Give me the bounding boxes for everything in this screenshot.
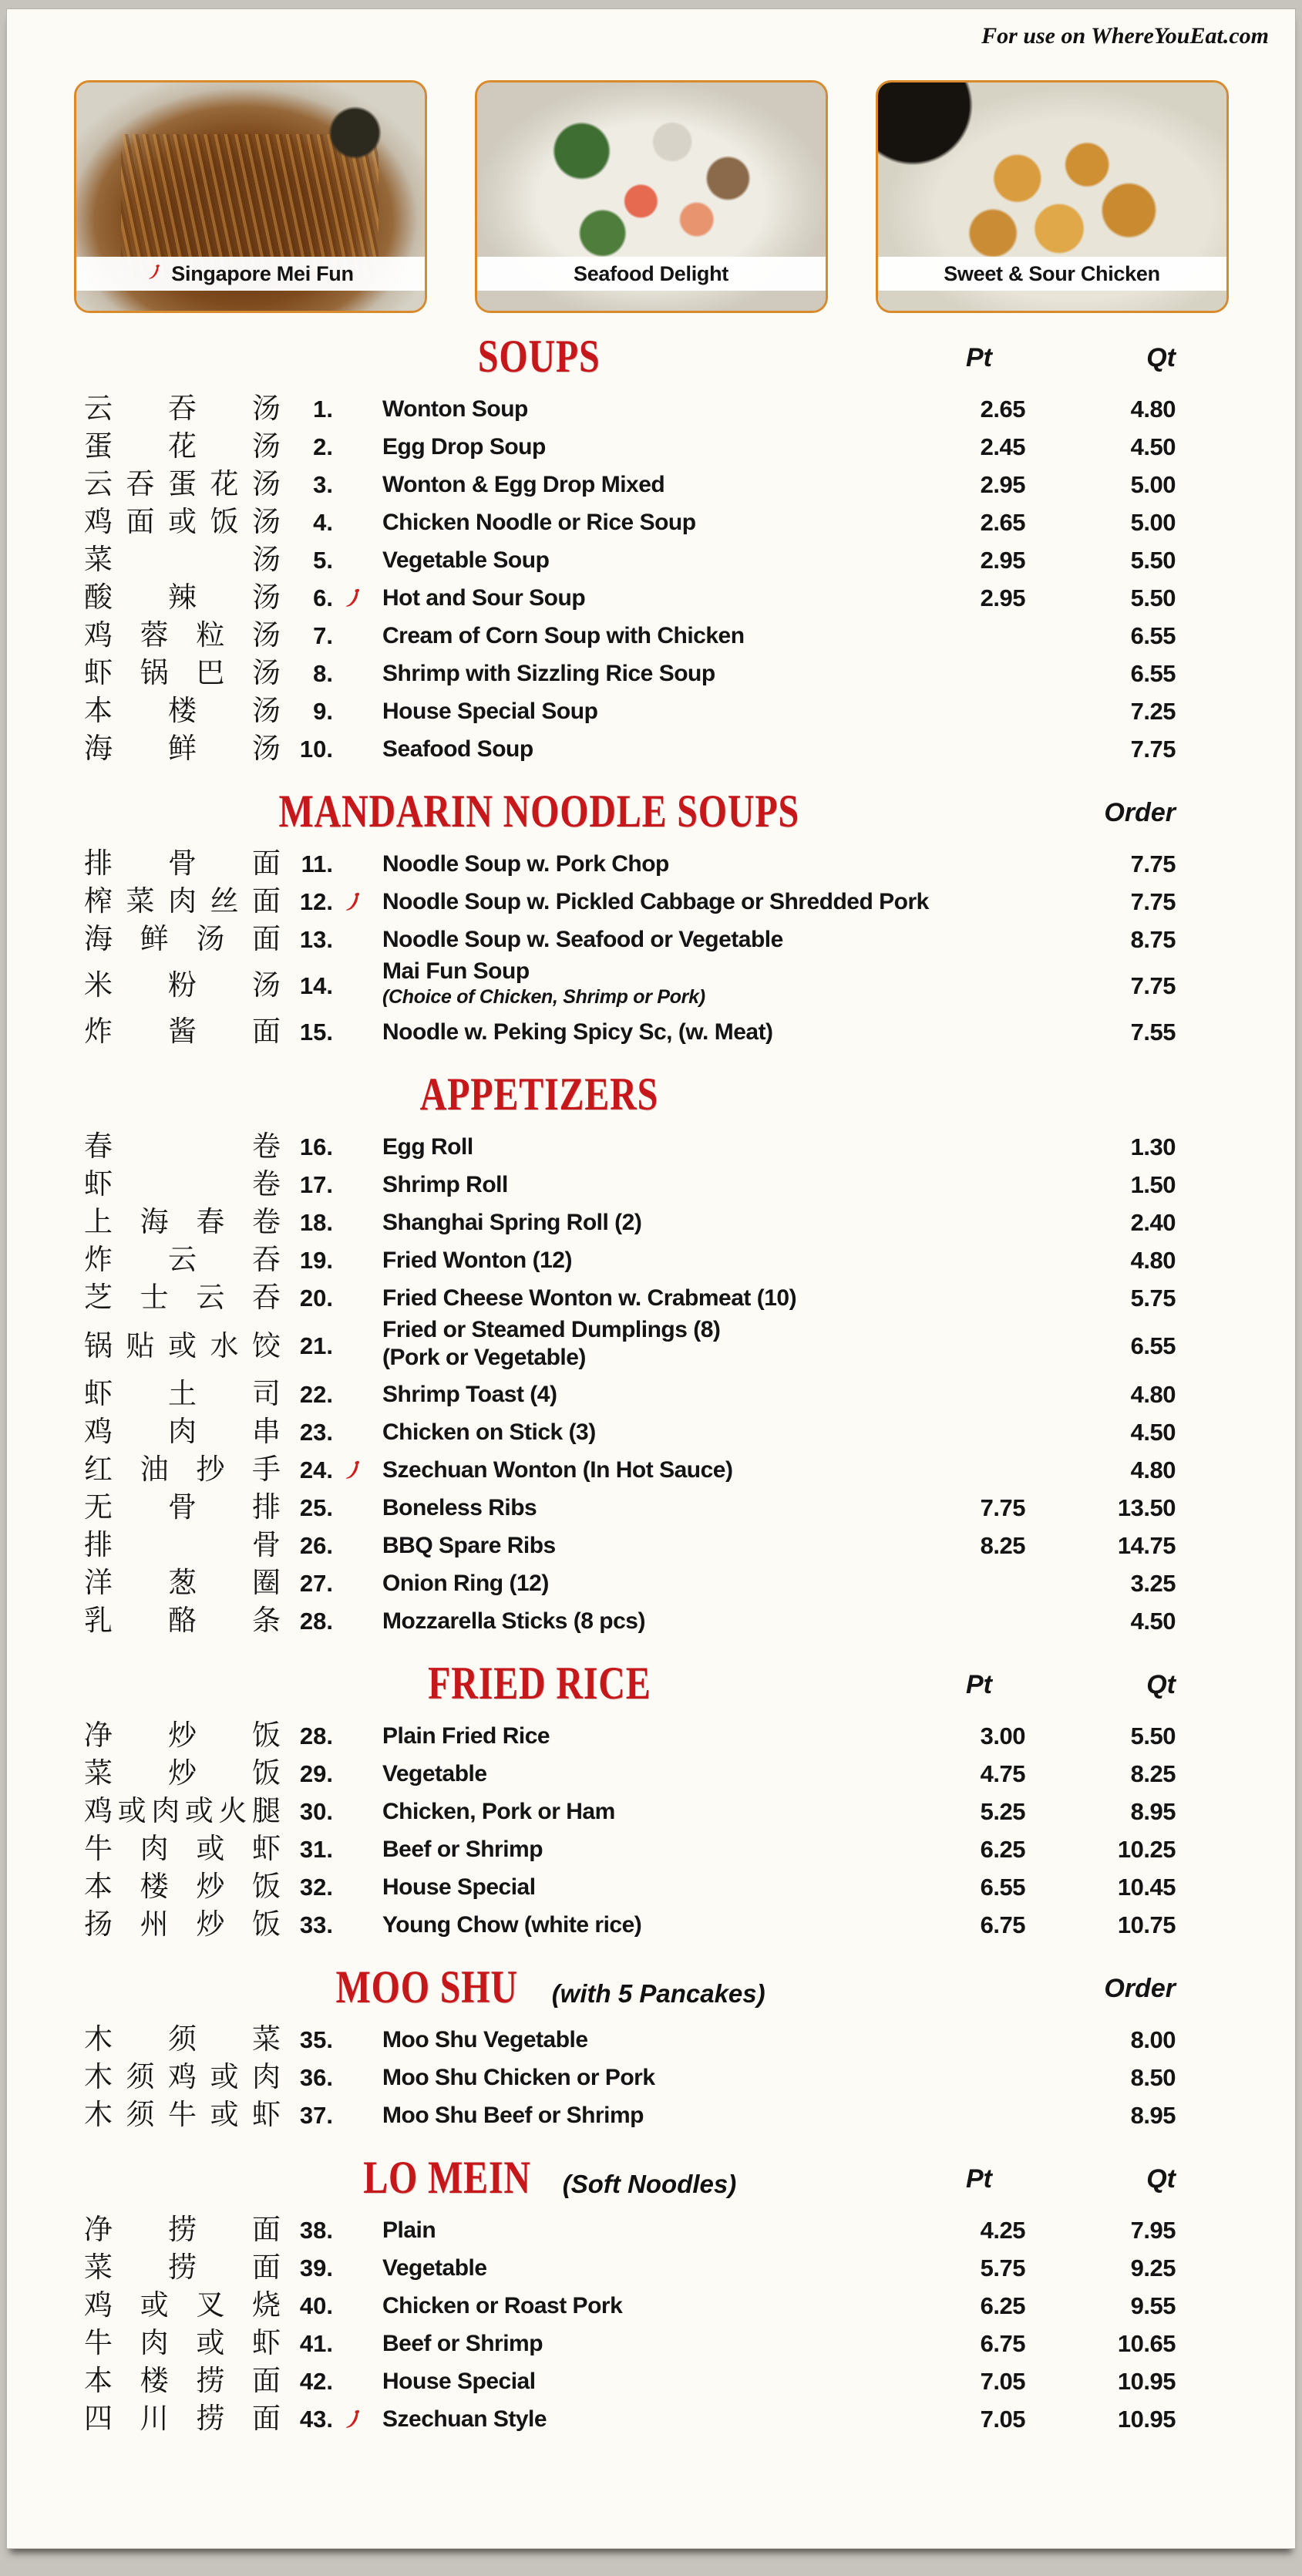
item-name: Noodle Soup w. Pork Chop [382, 850, 669, 877]
item-number: 41. [299, 2329, 333, 2357]
menu-item-row [7, 655, 1295, 692]
item-note: (Choice of Chicken, Shrimp or Pork) [382, 986, 705, 1008]
menu-item-row [7, 921, 1295, 958]
item-number: 3. [313, 470, 333, 498]
item-chinese-name: 无 骨 排 [84, 1492, 281, 1524]
section-items [7, 390, 1295, 768]
item-name: House Special [382, 2368, 536, 2394]
menu-item-row [7, 1166, 1295, 1204]
item-chinese-name: 虾 卷 [84, 1169, 281, 1200]
menu-item-row [7, 1755, 1295, 1793]
item-price-qt: 10.95 [1117, 2405, 1176, 2433]
item-number: 2. [313, 433, 333, 460]
item-chinese-name: 锅 贴 或 水 饺 [84, 1330, 281, 1362]
item-chinese-name: 米 粉 汤 [84, 970, 281, 1002]
item-name: Chicken on Stick (3) [382, 1419, 596, 1445]
item-name: Fried Wonton (12) [382, 1247, 572, 1273]
item-name: Cream of Corn Soup with Chicken [382, 622, 745, 648]
attribution-note: For use on WhereYouEat.com [981, 23, 1269, 49]
menu-item-row [7, 2021, 1295, 2059]
item-price-pt: 6.25 [980, 2291, 1025, 2319]
section-header [7, 2154, 1295, 2201]
scanned-menu-page [7, 9, 1295, 2548]
item-price-qt: 8.50 [1130, 2063, 1176, 2091]
menu-item-row [7, 1868, 1295, 1906]
item-number: 5. [313, 546, 333, 574]
menu-item-row [7, 883, 1295, 921]
menu-item-row [7, 2096, 1295, 2134]
menu-item-row [7, 2325, 1295, 2362]
item-price-qt: 7.75 [1130, 971, 1176, 999]
menu-section [7, 1660, 1295, 1944]
item-chinese-name: 四 川 捞 面 [84, 2403, 281, 2435]
item-number: 29. [299, 1759, 333, 1787]
item-name: Egg Roll [382, 1133, 473, 1160]
section-title: SOUPS [478, 331, 601, 382]
item-price-pt: 6.75 [980, 1911, 1025, 1938]
item-price-pt: 4.25 [980, 2216, 1025, 2244]
item-number: 17. [299, 1170, 333, 1198]
item-price-qt: 4.80 [1130, 1246, 1176, 1274]
item-name: Noodle w. Peking Spicy Sc, (w. Meat) [382, 1019, 773, 1045]
item-note: (Pork or Vegetable) [382, 1345, 586, 1370]
item-name: Chicken or Roast Pork [382, 2292, 623, 2318]
section-header [7, 1069, 1295, 1120]
item-number: 42. [299, 2367, 333, 2395]
item-chinese-name: 海 鲜 汤 面 [84, 924, 281, 955]
item-chinese-name: 虾 土 司 [84, 1379, 281, 1410]
item-price-qt: 5.00 [1130, 470, 1176, 498]
item-number: 15. [299, 1018, 333, 1046]
item-chinese-name: 木 须 鸡 或 肉 [84, 2062, 281, 2093]
item-name: Plain [382, 2217, 436, 2243]
item-number: 37. [299, 2101, 333, 2129]
item-chinese-name: 酸 辣 汤 [84, 582, 281, 614]
item-name: Onion Ring (12) [382, 1570, 549, 1596]
item-number: 19. [299, 1246, 333, 1274]
menu-item-row [7, 1204, 1295, 1241]
price-column-header-pt: Pt [966, 1670, 992, 1699]
item-chinese-name: 净 捞 面 [84, 2214, 281, 2246]
item-chinese-name: 本 楼 捞 面 [84, 2366, 281, 2397]
item-chinese-name: 芝 士 云 吞 [84, 1282, 281, 1314]
item-chinese-name: 乳 酪 条 [84, 1605, 281, 1637]
item-number: 8. [313, 659, 333, 687]
item-name: Shanghai Spring Roll (2) [382, 1209, 642, 1235]
photo-strip [30, 80, 1272, 313]
item-chinese-name: 鸡 肉 串 [84, 1416, 281, 1448]
menu-item-row [7, 2362, 1295, 2400]
item-price-pt: 6.25 [980, 1835, 1025, 1863]
item-price-qt: 10.65 [1117, 2329, 1176, 2357]
item-price-qt: 10.75 [1117, 1911, 1176, 1938]
item-number: 38. [299, 2216, 333, 2244]
item-number: 10. [299, 735, 333, 763]
chili-icon [146, 263, 165, 285]
item-price-qt: 6.55 [1130, 659, 1176, 687]
item-price-pt: 2.65 [980, 508, 1025, 536]
menu-item-row [7, 579, 1295, 617]
item-price-qt: 8.95 [1130, 2101, 1176, 2129]
item-number: 23. [299, 1418, 333, 1446]
item-chinese-name: 本 楼 炒 饭 [84, 1871, 281, 1903]
item-number: 40. [299, 2291, 333, 2319]
menu-item-row [7, 1413, 1295, 1451]
price-column-header-qt: Qt [1146, 343, 1176, 372]
item-price-pt: 2.65 [980, 395, 1025, 423]
item-number: 13. [299, 925, 333, 953]
section-subtitle: (with 5 Pancakes) [551, 1979, 765, 2008]
item-name: Vegetable [382, 1760, 487, 1786]
item-price-qt: 1.30 [1130, 1133, 1176, 1160]
section-title: MOO SHU [335, 1961, 519, 2012]
item-price-qt: 6.55 [1130, 1332, 1176, 1359]
item-chinese-name: 炸 云 吞 [84, 1244, 281, 1276]
item-price-qt: 8.75 [1130, 925, 1176, 953]
menu-item-row [7, 1717, 1295, 1755]
item-chinese-name: 鸡 或 肉 或 火 腿 [84, 1796, 281, 1827]
item-price-qt: 13.50 [1117, 1493, 1176, 1521]
menu-item-row [7, 1451, 1295, 1489]
price-column-header-qt: Order [1104, 798, 1176, 827]
item-number: 4. [313, 508, 333, 536]
item-number: 24. [299, 1456, 333, 1483]
menu-section [7, 2154, 1295, 2438]
menu-item-row [7, 2059, 1295, 2096]
item-chinese-name: 菜 汤 [84, 544, 281, 576]
menu-item-row [7, 2287, 1295, 2325]
item-number: 20. [299, 1284, 333, 1312]
item-price-pt: 6.55 [980, 1873, 1025, 1901]
item-number: 11. [301, 850, 333, 877]
item-chinese-name: 上 海 春 卷 [84, 1207, 281, 1238]
item-name: Beef or Shrimp [382, 2330, 543, 2356]
item-chinese-name: 洋 葱 圈 [84, 1567, 281, 1599]
item-name: Chicken, Pork or Ham [382, 1798, 615, 1824]
item-chinese-name: 榨 菜 肉 丝 面 [84, 886, 281, 918]
item-number: 22. [299, 1380, 333, 1408]
item-number: 39. [299, 2254, 333, 2281]
photo-card [876, 80, 1229, 313]
item-name: BBQ Spare Ribs [382, 1532, 556, 1558]
item-number: 36. [299, 2063, 333, 2091]
item-name: Boneless Ribs [382, 1494, 537, 1520]
item-price-qt: 9.25 [1130, 2254, 1176, 2281]
section-title: APPETIZERS [419, 1069, 659, 1120]
menu-item-row [7, 1602, 1295, 1640]
item-chinese-name: 云 吞 汤 [84, 393, 281, 425]
photo-caption [76, 257, 425, 291]
item-price-qt: 3.25 [1130, 1569, 1176, 1597]
item-chinese-name: 木 须 菜 [84, 2024, 281, 2056]
item-number: 14. [299, 971, 333, 999]
photo-caption [477, 257, 826, 291]
item-price-qt: 5.00 [1130, 508, 1176, 536]
menu-item-row [7, 2211, 1295, 2249]
photo-caption-label: Seafood Delight [573, 261, 728, 285]
item-price-qt: 4.80 [1130, 395, 1176, 423]
item-name: Szechuan Style [382, 2406, 547, 2432]
item-chinese-name: 牛 肉 或 虾 [84, 1834, 281, 1865]
item-price-qt: 10.95 [1117, 2367, 1176, 2395]
item-name: Egg Drop Soup [382, 433, 546, 460]
item-name: Wonton & Egg Drop Mixed [382, 471, 665, 497]
section-title: LO MEIN [362, 2152, 531, 2203]
section-items [7, 1717, 1295, 1944]
item-chinese-name: 炸 酱 面 [84, 1016, 281, 1048]
menu-sections [7, 333, 1295, 2438]
item-name: Fried or Steamed Dumplings (8) [382, 1317, 721, 1342]
item-price-qt: 5.50 [1130, 584, 1176, 611]
item-price-qt: 14.75 [1117, 1531, 1176, 1559]
item-number: 35. [299, 2025, 333, 2053]
item-number: 30. [299, 1797, 333, 1825]
menu-item-row [7, 1564, 1295, 1602]
photo-caption-label: Singapore Mei Fun [171, 261, 354, 285]
menu-item-row [7, 1376, 1295, 1413]
item-number: 9. [313, 697, 333, 725]
price-column-header-qt: Qt [1146, 2164, 1176, 2194]
chili-icon [336, 1459, 373, 1482]
menu-item-row [7, 1279, 1295, 1317]
item-price-pt: 3.00 [980, 1722, 1025, 1749]
menu-section [7, 1961, 1295, 2134]
menu-item-row [7, 730, 1295, 768]
item-number: 31. [299, 1835, 333, 1863]
section-header [7, 786, 1295, 837]
menu-section [7, 1071, 1295, 1640]
section-items [7, 2021, 1295, 2134]
item-price-pt: 4.75 [980, 1759, 1025, 1787]
menu-item-row [7, 1128, 1295, 1166]
price-column-header-qt: Order [1104, 1974, 1176, 2003]
item-price-qt: 8.95 [1130, 1797, 1176, 1825]
item-name: Fried Cheese Wonton w. Crabmeat (10) [382, 1285, 797, 1311]
item-price-qt: 7.95 [1130, 2216, 1176, 2244]
item-chinese-name: 鸡 蓉 粒 汤 [84, 620, 281, 652]
menu-item-row [7, 617, 1295, 655]
item-number: 25. [299, 1493, 333, 1521]
item-chinese-name: 虾 锅 巴 汤 [84, 658, 281, 689]
item-price-qt: 5.75 [1130, 1284, 1176, 1312]
item-name: Plain Fried Rice [382, 1722, 550, 1749]
item-number: 18. [299, 1208, 333, 1236]
item-price-pt: 2.95 [980, 470, 1025, 498]
item-name: Hot and Sour Soup [382, 584, 586, 611]
menu-item-row [7, 1830, 1295, 1868]
item-number: 32. [299, 1873, 333, 1901]
item-name: Seafood Soup [382, 736, 533, 762]
item-name: Shrimp with Sizzling Rice Soup [382, 660, 715, 686]
item-price-qt: 4.80 [1130, 1380, 1176, 1408]
item-price-pt: 7.75 [980, 1493, 1025, 1521]
item-number: 26. [299, 1531, 333, 1559]
item-name: Moo Shu Beef or Shrimp [382, 2102, 644, 2128]
item-price-qt: 7.25 [1130, 697, 1176, 725]
menu-item-row [7, 1489, 1295, 1527]
item-price-qt: 4.50 [1130, 1418, 1176, 1446]
menu-item-row [7, 541, 1295, 579]
item-name: Noodle Soup w. Pickled Cabbage or Shredded Pork [382, 888, 929, 914]
item-name: Noodle Soup w. Seafood or Vegetable [382, 926, 783, 952]
item-name: Wonton Soup [382, 396, 528, 422]
photo-caption [878, 257, 1226, 291]
menu-section [7, 333, 1295, 768]
item-price-qt: 4.50 [1130, 1607, 1176, 1635]
item-price-qt: 9.55 [1130, 2291, 1176, 2319]
price-column-header-qt [1025, 1111, 1176, 1117]
item-price-pt: 2.45 [980, 433, 1025, 460]
section-header [7, 1658, 1295, 1709]
menu-item-row [7, 1527, 1295, 1564]
item-number: 27. [299, 1569, 333, 1597]
price-column-header-qt: Qt [1146, 1670, 1176, 1699]
item-chinese-name: 菜 捞 面 [84, 2252, 281, 2284]
item-chinese-name: 木 须 牛 或 虾 [84, 2100, 281, 2131]
item-price-qt: 1.50 [1130, 1170, 1176, 1198]
item-chinese-name: 净 炒 饭 [84, 1720, 281, 1752]
item-chinese-name: 春 卷 [84, 1131, 281, 1163]
item-name: Shrimp Roll [382, 1171, 508, 1197]
item-chinese-name: 牛 肉 或 虾 [84, 2328, 281, 2359]
menu-item-row [7, 1906, 1295, 1944]
photo-card [74, 80, 427, 313]
item-number: 6. [313, 584, 333, 611]
item-price-pt: 8.25 [980, 1531, 1025, 1559]
item-name: Beef or Shrimp [382, 1836, 543, 1862]
chili-icon [336, 2408, 373, 2431]
item-chinese-name: 蛋 花 汤 [84, 431, 281, 463]
item-price-qt: 5.50 [1130, 1722, 1176, 1749]
chili-icon [336, 587, 373, 610]
menu-item-row [7, 958, 1295, 1013]
menu-section [7, 788, 1295, 1051]
item-chinese-name: 菜 炒 饭 [84, 1758, 281, 1790]
item-number: 1. [313, 395, 333, 423]
menu-item-row [7, 466, 1295, 503]
item-name: Moo Shu Vegetable [382, 2026, 588, 2052]
item-price-qt: 10.25 [1117, 1835, 1176, 1863]
section-header [7, 1961, 1295, 2012]
item-name: Chicken Noodle or Rice Soup [382, 509, 696, 535]
item-price-qt: 5.50 [1130, 546, 1176, 574]
item-name: Young Chow (white rice) [382, 1911, 642, 1938]
item-chinese-name: 扬 州 炒 饭 [84, 1909, 281, 1941]
item-chinese-name: 鸡 或 叉 烧 [84, 2290, 281, 2322]
item-price-qt: 7.55 [1130, 1018, 1176, 1046]
item-price-pt: 2.95 [980, 584, 1025, 611]
item-chinese-name: 本 楼 汤 [84, 695, 281, 727]
item-price-qt: 4.80 [1130, 1456, 1176, 1483]
item-number: 21. [299, 1332, 333, 1359]
section-title: MANDARIN NOODLE SOUPS [278, 786, 800, 837]
menu-item-row [7, 428, 1295, 466]
item-chinese-name: 红 油 抄 手 [84, 1454, 281, 1486]
item-number: 28. [299, 1607, 333, 1635]
item-number: 16. [299, 1133, 333, 1160]
item-number: 43. [299, 2405, 333, 2433]
item-price-qt: 7.75 [1130, 735, 1176, 763]
menu-item-row [7, 503, 1295, 541]
item-price-pt: 5.75 [980, 2254, 1025, 2281]
item-price-qt: 8.25 [1130, 1759, 1176, 1787]
item-price-qt: 7.75 [1130, 887, 1176, 915]
item-name: Mozzarella Sticks (8 pcs) [382, 1608, 645, 1634]
item-name: Vegetable Soup [382, 547, 550, 573]
menu-item-row [7, 1793, 1295, 1830]
item-name: House Special [382, 1874, 536, 1900]
item-name: House Special Soup [382, 698, 598, 724]
item-number: 28. [299, 1722, 333, 1749]
item-number: 33. [299, 1911, 333, 1938]
item-price-qt: 7.75 [1130, 850, 1176, 877]
item-chinese-name: 云 吞 蛋 花 汤 [84, 469, 281, 500]
menu-item-row [7, 692, 1295, 730]
section-items [7, 845, 1295, 1051]
item-name: Moo Shu Chicken or Pork [382, 2064, 655, 2090]
item-price-qt: 10.45 [1117, 1873, 1176, 1901]
item-chinese-name: 鸡 面 或 饭 汤 [84, 507, 281, 538]
price-column-header-pt: Pt [966, 343, 992, 372]
item-price-pt: 6.75 [980, 2329, 1025, 2357]
section-subtitle: (Soft Noodles) [562, 2170, 737, 2198]
menu-item-row [7, 1013, 1295, 1051]
menu-item-row [7, 2249, 1295, 2287]
section-header [7, 331, 1295, 382]
section-title: FRIED RICE [427, 1658, 651, 1709]
menu-item-row [7, 845, 1295, 883]
chili-icon [336, 891, 373, 914]
item-price-qt: 2.40 [1130, 1208, 1176, 1236]
item-number: 12. [299, 887, 333, 915]
item-chinese-name: 排 骨 [84, 1530, 281, 1561]
menu-item-row [7, 2400, 1295, 2438]
item-price-qt: 6.55 [1130, 621, 1176, 649]
item-price-pt: 7.05 [980, 2367, 1025, 2395]
item-chinese-name: 海 鲜 汤 [84, 733, 281, 765]
section-items [7, 2211, 1295, 2438]
item-name: Vegetable [382, 2254, 487, 2281]
section-items [7, 1128, 1295, 1640]
item-price-qt: 8.00 [1130, 2025, 1176, 2053]
item-number: 7. [313, 621, 333, 649]
item-name: Mai Fun Soup [382, 958, 530, 984]
menu-item-row [7, 1317, 1295, 1376]
item-price-qt: 4.50 [1130, 433, 1176, 460]
item-name: Shrimp Toast (4) [382, 1381, 557, 1407]
item-price-pt: 5.25 [980, 1797, 1025, 1825]
menu-item-row [7, 390, 1295, 428]
item-chinese-name: 排 骨 面 [84, 848, 281, 880]
item-name: Szechuan Wonton (In Hot Sauce) [382, 1456, 733, 1483]
menu-item-row [7, 1241, 1295, 1279]
photo-caption-label: Sweet & Sour Chicken [944, 261, 1160, 285]
item-price-pt: 2.95 [980, 546, 1025, 574]
price-column-header-pt: Pt [966, 2164, 992, 2194]
photo-card [475, 80, 828, 313]
item-price-pt: 7.05 [980, 2405, 1025, 2433]
